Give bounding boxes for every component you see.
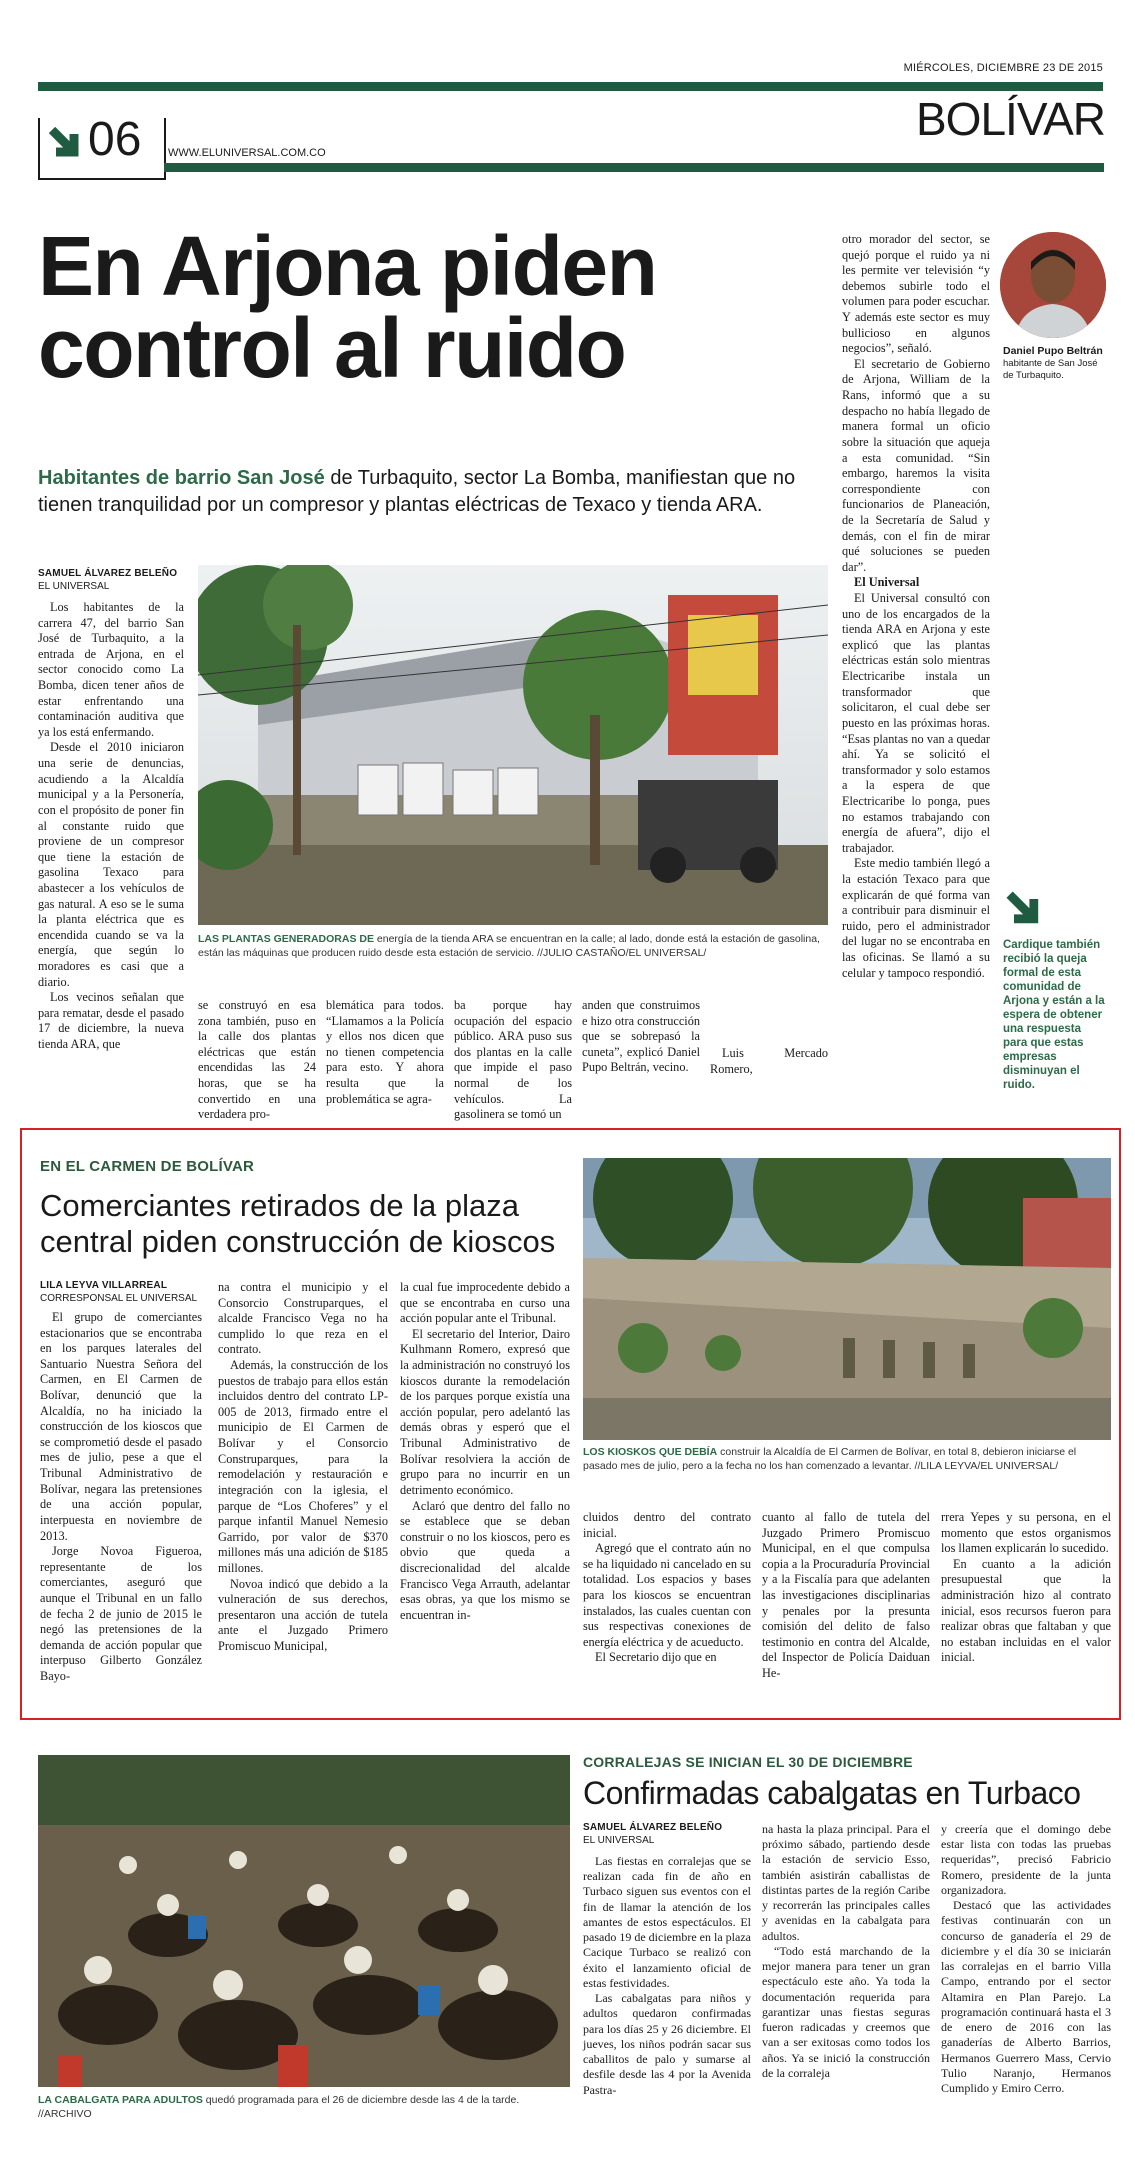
article1-col3	[326, 998, 444, 1107]
portrait-role: habitante de San José de Turbaquito.	[1003, 358, 1098, 381]
page-date: MIÉRCOLES, DICIEMBRE 23 DE 2015	[903, 62, 1103, 74]
paragraph: se construyó en esa zona también, puso en la calle dos plantas eléctricas que están encendidas las 24 horas, que se ha convertido en una verdadera pro-	[198, 998, 316, 1122]
paragraph: El grupo de comerciantes estacionarios que se encontraba en los parques laterales del Santuario Nuestra Señora del Carmen, en El Carmen de Bolívar, denunció que la Alcaldía, no ha iniciado la construcción de los kioscos que se comprometió desde el pasado mes de julio, pese a que el Tribunal Administrativo de Bolívar, negara las pretensiones de una acción popular, interpuesta en noviembre de 2013.	[40, 1310, 202, 1543]
byline-name: SAMUEL ÁLVAREZ BELEÑO	[583, 1822, 723, 1833]
article2-col4	[583, 1510, 751, 1666]
top-rule	[38, 82, 1103, 91]
article1-deck-rest: de Turbaquito, sector La Bomba, manifiestan que no tienen tranquilidad por un compresor y plantas eléctricas de Texaco y tienda ARA.	[38, 467, 796, 516]
paragraph: Las cabalgatas para niños y adultos quedaron confirmadas para los días 25 y 26 diciembre. El jueves, los niños podrán sacar sus caballitos de palo y sumarse al desfile desde las 4 por la Avenida Pastra-	[583, 1991, 751, 2097]
portrait-name: Daniel Pupo Beltrán	[1003, 345, 1103, 357]
paragraph: El Secretario dijo que en	[595, 1650, 717, 1665]
byline-name: SAMUEL ÁLVAREZ BELEÑO	[38, 568, 178, 579]
paragraph: Desde el 2010 iniciaron una serie de denuncias, acudiendo a la Alcaldía municipal y a la Personería, con el propósito de poner fin al constante ruido que proviene de un compresor que tiene la estación de gasolina Texaco para abastecer a los vehículos de gas natural. A eso se le suma la planta eléctrica que es encendida cuando se va la energía, que según lo moradores es casi que a diario.	[38, 740, 184, 989]
paragraph: Agregó que el contrato aún no se ha liquidado ni cancelado en su totalidad. Los espacios y bases para los kioscos se encuentran instalados, las cuales cuentan con sus respectivas conexiones de energía eléctrica y de acueducto.	[583, 1541, 752, 1649]
article3-headline: Confirmadas cabalgatas en Turbaco	[583, 1775, 1081, 1811]
article1-col5	[582, 998, 828, 1077]
paragraph: Jorge Novoa Figueroa, representante de los comerciantes, aseguró que aunque el Tribunal en un fallo de fecha 2 de junio de 2015 le negó las pretensiones de la demanda de acción popular que interpuso Gilberto González Bayo-	[40, 1544, 202, 1684]
paragraph: Aclaró que dentro del fallo no se establece que se deban construir o no los kioscos, pero es obvio que queda a discrecionalidad del alcalde Francisco Vega Arrauth, adelantar esas obras, ya que los mismo se encuentran in-	[400, 1498, 570, 1622]
paragraph: Este medio también llegó a la estación Texaco para que explicarán de qué forma van a contribuir para disminuir el ruido, pero el administrador del lugar no se encontraba en las oficinas. Se llamó a su celular y tampoco respondió.	[842, 856, 990, 980]
horse-parade-image	[38, 1755, 570, 2087]
generator-scene-image	[198, 565, 828, 925]
article1-col2	[198, 998, 316, 1123]
person-portrait-image	[1000, 232, 1106, 338]
paragraph: la cual fue improcedente debido a que se encontraba en curso una acción popular ante el Tribunal.	[400, 1280, 570, 1326]
article2-col1	[40, 1310, 202, 1685]
article3-photo-caption	[38, 2093, 570, 2121]
paragraph: En cuanto a la adición presupuestal que la administración hizo al contrato inicial, esos recursos fueron para realizar obras que faltaban y que no estaban incluidas en el valor inicial.	[941, 1556, 1111, 1665]
section-name: BOLÍVAR	[916, 93, 1105, 145]
article2-col2	[218, 1280, 388, 1655]
plaza-kiosks-image	[583, 1158, 1111, 1440]
article2-headline: Comerciantes retirados de la plaza central piden construcción de kioscos	[40, 1188, 556, 1259]
paragraph: El secretario del Interior, Dairo Kulhmann Romero, expresó que la administración no construyó los kioscos durante la remodelación de los parques porque existía una acción popular, pero adelantó las demás obras y esperó que el Tribunal Administrativo de Bolívar resolviera la acción de grupo para no incurrir en un detrimento económico.	[400, 1326, 570, 1497]
byline-org: CORRESPONSAL EL UNIVERSAL	[40, 1292, 198, 1304]
article2-col3	[400, 1280, 570, 1623]
paragraph: anden que construimos e hizo otra construcción que se sobrepasó la cuneta”, explicó Daniel Pupo Beltrán, vecino.	[582, 998, 700, 1075]
article2-photo	[583, 1158, 1111, 1440]
article3-col2	[762, 1822, 930, 2081]
sidebar-note: Cardique también recibió la queja formal de esta comunidad de Arjona y están a la espera de obtener una respuesta para que estas empresas disminuyan el ruido.	[1003, 939, 1105, 1092]
page-number: 06	[88, 113, 142, 166]
article1-photo-caption	[198, 932, 828, 960]
byline-name: LILA LEYVA VILLARREAL	[40, 1280, 168, 1291]
paragraph: Las fiestas en corralejas que se realizan cada fin de año en Turbaco siguen sus eventos con el fin de llamar la atención de los amantes de estos espectáculos. El pasado 19 de diciembre en la plaza Cacique Turbaco se realizó con éxito el lanzamiento oficial de estas festividades.	[583, 1854, 751, 1990]
article3-col1	[583, 1854, 751, 2098]
article1-deck-lead: Habitantes de barrio San José	[38, 467, 325, 489]
caption-lead: LOS KIOSKOS QUE DEBÍA	[583, 1446, 718, 1458]
article2-col6	[941, 1510, 1111, 1666]
article2-kicker: EN EL CARMEN DE BOLÍVAR	[40, 1158, 255, 1175]
paragraph: El secretario de Gobierno de Arjona, William de la Rans, informó que a su despacho no había llegado de manera formal un oficio sobre la situación que aqueja a esta comunidad. “Sin embargo, haremos la visita correspondiente con funcionarios de Planeación, de la Secretaría de Salud y demás, con el fin de mirar qué soluciones se pueden dar”.	[842, 356, 990, 574]
article1-col4	[454, 998, 572, 1123]
paragraph: otro morador del sector, se quejó porque el ruido ya ni les permite ver televisión “y debemos subirle todo el volumen para poder escuchar. Y además este sector es muy bullicioso en algunos negocios”, señaló.	[842, 232, 990, 356]
page-number-block	[38, 113, 166, 180]
arrow-down-right-icon	[1003, 888, 1047, 932]
article1-deck	[38, 465, 838, 519]
section-rule	[164, 163, 1104, 172]
arrow-down-right-icon	[46, 124, 86, 164]
paragraph: Los habitantes de la carrera 47, del barrio San José de Turbaquito, a la entrada de Arjona, en el sector conocido como La Bomba, dicen tener años de estar enfrentando una contaminación auditiva que ya los está enfermando.	[38, 600, 184, 739]
paragraph: El Universal consultó con uno de los encargados de la tienda ARA en Arjona y este explicó que las plantas eléctricas están solo mientras Electricaribe instala un transformador que solicitaron, el cual debe ser puesto en las próximas horas. “Esas plantas no van a quedar ahí. Ya se solicitó el transformador y solo estamos a la espera de que Electricaribe lo ponga, pues no estamos trabajando con energía de afuera”, dijo el trabajador.	[842, 591, 990, 855]
caption-text: construir la Alcaldía de El Carmen de Bolívar, en total 8, debieron iniciarse el pasado mes de julio, pero a la fecha no los han comenzado a levantar. //LILA LEYVA/EL UNIVERSAL/	[583, 1446, 1077, 1473]
article3-kicker: CORRALEJAS SE INICIAN EL 30 DE DICIEMBRE	[583, 1754, 913, 1770]
caption-lead: LAS PLANTAS GENERADORAS DE	[198, 933, 374, 945]
paragraph: Además, la construcción de los puestos de trabajo para ellos están incluidos dentro del contrato LP-005 de 2013, firmado entre el municipio de El Carmen de Bolívar y el Consorcio Construparques, para la remodelación y restauración e integración con la iglesia, el parque de “Los Choferes” y el parque infantil Manuel Nemesio Garrido, por valor de $370 millones más una adición de $185 millones.	[218, 1358, 388, 1575]
article1-byline	[38, 568, 198, 593]
paragraph: Novoa indicó que debido a la vulneración de sus derechos, presentaron una acción de tutela ante el Juzgado Primero Promiscuo Municipal,	[218, 1576, 388, 1654]
byline-org: EL UNIVERSAL	[583, 1834, 655, 1846]
caption-lead: LA CABALGATA PARA ADULTOS	[38, 2094, 203, 2106]
article1-photo	[198, 565, 828, 925]
paragraph: na contra el municipio y el Consorcio Construparques, el alcalde Francisco Vega no ha cumplido lo que reza en el contrato.	[218, 1280, 388, 1357]
website-link[interactable]: WWW.ELUNIVERSAL.COM.CO	[168, 147, 326, 159]
byline-org: EL UNIVERSAL	[38, 580, 110, 592]
paragraph: Luis Mercado Romero,	[710, 1046, 828, 1076]
article1-col1	[38, 600, 184, 1053]
article3-byline	[583, 1822, 753, 1847]
article2-photo-caption	[583, 1445, 1111, 1473]
paragraph: Los vecinos señalan que para rematar, desde el pasado 17 de diciembre, la nueva tienda ARA, que	[38, 990, 184, 1052]
paragraph: cuanto al fallo de tutela del Juzgado Primero Promiscuo Municipal, en el que compulsa copia a la Procuraduría Provincial y a la Fiscalía para que adelanten las investigaciones disciplinarias y penales por la presunta comisión del delito de falso testimonio en contra del Alcalde, del Inspector de Policía Daiduan He-	[762, 1510, 930, 1681]
article3-col3	[941, 1822, 1111, 2096]
paragraph: cluidos dentro del contrato inicial.	[583, 1510, 751, 1540]
portrait-avatar	[1000, 232, 1106, 338]
paragraph: “Todo está marchando de la mejor manera para tener un gran espectáculo este año. Ya toda la documentación requerida para garantizar unas fiestas seguras fueron radicadas y creemos que van a ser exitosas como todos los años. Ya se inició la construcción de la corraleja	[762, 1943, 930, 2080]
paragraph: ba porque hay ocupación del espacio público. ARA puso sus dos plantas en la calle que impide el paso normal de los vehículos. La gasolinera se tomó un	[454, 998, 572, 1122]
article2-byline	[40, 1280, 210, 1305]
paragraph: na hasta la plaza principal. Para el próximo sábado, partiendo desde la estación de servicio Esso, también asistirán caballistas de distintas partes de la región Caribe y recorrerán las principales calles y avenidas en la cabalgata para adultos.	[762, 1822, 930, 1943]
paragraph: rrera Yepes y su persona, en el momento que estos organismos los llamen explicarán lo sucedido.	[941, 1510, 1111, 1556]
paragraph: Destacó que las actividades festivas continuarán con un concurso de ganadería el 29 de diciembre y el día 30 se iniciarán las corralejas en el barrio Villa Campo, entrando por el sector Altamira en Plan Parejo. La programación continuará hasta el 3 de enero de 2016 con las ganaderías de Alberto Barrios, Hermanos Guerrero Mass, Cervio Tulio Naranjo, Hermanos Cumplido y Emiro Cerro.	[941, 1898, 1111, 2095]
paragraph: y creería que el domingo debe estar lista con todas las pruebas requeridas”, precisó Fabricio Romero, presidente de la junta organizadora.	[941, 1822, 1111, 1897]
article3-photo	[38, 1755, 570, 2087]
article2-col5	[762, 1510, 930, 1682]
caption-text: energía de la tienda ARA se encuentran en la calle; al lado, donde está la estación de gasolina, están las máquinas que producen ruido desde esta estación de servicio. //JULIO CASTAÑO/EL UNIVERSAL/	[198, 933, 820, 960]
article1-right-col	[842, 232, 990, 981]
caption-text: quedó programada para el 26 de diciembre desde las 4 de la tarde. //ARCHIVO	[38, 2094, 520, 2121]
bold-lead: El Universal	[854, 575, 920, 590]
article1-headline: En Arjona piden control al ruido	[38, 219, 657, 396]
paragraph: blemática para todos. “Llamamos a la Policía y ellos nos dicen que no tienen competencia para esto. Y ahora resulta que la problemática se agra-	[326, 998, 444, 1106]
paragraph	[842, 575, 990, 591]
